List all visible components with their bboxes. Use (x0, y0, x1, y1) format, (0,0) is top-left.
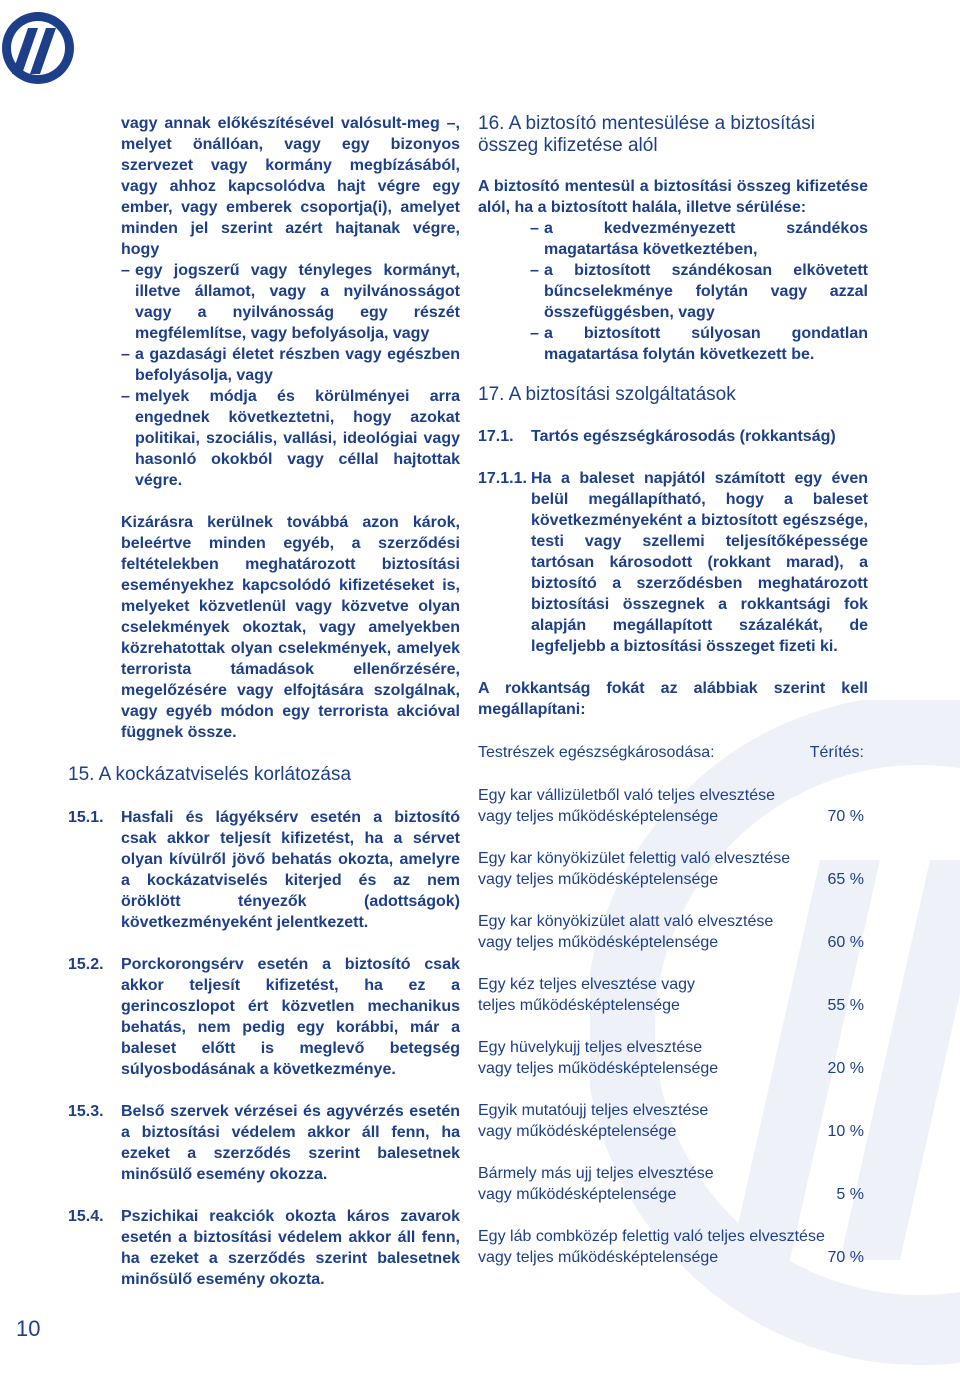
item-number: 17.1. (478, 428, 514, 445)
row-percent: 65 % (827, 871, 864, 888)
item-text: Belső szervek vérzései és agyvérzés esetén a biztosítási védelem akkor áll fenn, ha ezeket a szerződés szerint balesetnek minősülő esemény okozza. (121, 1103, 460, 1183)
row-percent: 5 % (836, 1186, 864, 1203)
row-percent: 10 % (827, 1123, 864, 1140)
item-number: 15.1. (68, 809, 104, 826)
dash-item: – a gazdasági életet részben vagy egészben befolyásolja, vagy (121, 344, 460, 386)
dash-list (68, 260, 460, 491)
row-percent: 55 % (827, 997, 864, 1014)
row-line: vagy működésképtelensége (478, 1186, 677, 1203)
row-line: Bármely más ujj teljes elvesztése (478, 1165, 714, 1182)
subsection-17-1 (478, 426, 868, 447)
row-percent: 70 % (827, 1249, 864, 1266)
section-17-heading: 17. A biztosítási szolgáltatások (478, 384, 736, 405)
disability-intro: A rokkantság fokát az alábbiak szerint kell megállapítani: (478, 680, 868, 718)
row-line: Egy láb combközép felettig való teljes elvesztése (478, 1228, 825, 1245)
dash-item: – a biztosított súlyosan gondatlan magatartása folytán következett be. (530, 323, 868, 365)
list-item (68, 1101, 460, 1185)
table-row (478, 974, 868, 1016)
table-row (478, 1163, 868, 1205)
row-line: Egy kar könyökizület felettig való elvesztése (478, 850, 791, 867)
row-line: Egyik mutatóujj teljes elvesztése (478, 1102, 709, 1119)
item-number: 15.3. (68, 1103, 104, 1120)
row-line: vagy működésképtelensége (478, 1123, 677, 1140)
table-row (478, 1226, 868, 1268)
table-row (478, 1037, 868, 1079)
row-line: teljes működésképtelensége (478, 997, 680, 1014)
item-number: 15.4. (68, 1208, 104, 1225)
row-line: Egy kar vállizületből való teljes elvesztése (478, 787, 776, 804)
section-15-heading: 15. A kockázatviselés korlátozása (68, 764, 352, 785)
row-line: Egy kar könyökizület alatt való elvesztése (478, 913, 774, 930)
row-line: Egy hüvelykujj teljes elvesztése (478, 1039, 703, 1056)
section-16-heading: 16. A biztosító mentesülése a biztosítási összeg kifizetése alól (478, 113, 815, 156)
subsection-title: Tartós egészségkárosodás (rokkantság) (531, 428, 836, 445)
exclusion-paragraph: Kizárásra kerülnek továbbá azon károk, beleértve minden egyéb, a szerződési feltételekben meghatározott biztosítási eseményekhez kapcsolódó kifizetéseket is, melyeket közvetlenül vagy közvetve olyan cselekmények okoztak, vagy amelyekben közrehatottak olyan cselekmények, amelyek terrorista támadások ellenőrzésére, megelőzésére vagy elfojtására szolgálnak, vagy egyéb módon egy terrorista akcióval függnek össze. (121, 514, 460, 741)
row-line: vagy teljes működésképtelensége (478, 1249, 719, 1266)
dash-item: – melyek módja és körülményei arra engednek következtetni, hogy azokat politikai, szociális, vallási, ideológiai vagy hasonló okokból vagy céllal hajtottak végre. (121, 386, 460, 491)
disability-table (478, 785, 868, 1268)
table-row (478, 848, 868, 890)
row-percent: 20 % (827, 1060, 864, 1077)
item-text: Hasfali és lágyéksérv esetén a biztosító csak akkor teljesít kifizetést, ha a sérvet olyan kívülről jövő behatás okozta, amelyre a kockázatviselés kiterjed és az nem öröklött tényezők (adottságok) következményeként jelentkezett. (121, 809, 460, 931)
table-header-right: Térítés: (809, 744, 864, 761)
row-percent: 70 % (827, 808, 864, 825)
dash-list (478, 218, 868, 365)
table-header (478, 742, 868, 763)
right-column (478, 113, 868, 1268)
dash-item: – a biztosított szándékosan elkövetett bűncselekménye folytán vagy azzal összefüggésben, vagy (530, 260, 868, 323)
item-text: Porckorongsérv esetén a biztosító csak akkor teljesít kifizetést, ha ez a gerincoszlopot ért közvetlen mechanikus behatás, nem pedig egy korábbi, már a baleset előtt is meglevő betegség súlyosbodásának a következménye. (121, 956, 460, 1078)
intro-paragraph: vagy annak előkészítésével valósult-meg –, melyet önállóan, vagy egy bizonyos szervezet vagy kormány megbízásából, vagy ahhoz kapcsolódva hajt végre egy ember, vagy emberek csoportja(i), amelyet minden jel szerint azért hajtanak végre, hogy (121, 115, 460, 258)
left-column (68, 113, 460, 1290)
row-line: vagy teljes működésképtelensége (478, 1060, 719, 1077)
list-item (478, 468, 868, 657)
table-row (478, 785, 868, 827)
row-line: vagy teljes működésképtelensége (478, 871, 719, 888)
page-number: 10 (16, 1316, 41, 1341)
insurer-logo-icon (0, 4, 78, 92)
item-text: Ha a baleset napjától számított egy éven belül megállapítható, hogy a baleset következményeként a biztosított egészsége, testi vagy szellemi teljesítőképessége tartósan károsodott (rokkant marad), a biztosító a szerződésben meghatározott biztosítási összegnek a rokkantsági fok alapján megállapított százalékát, de legfeljebb a biztosítási összeget fizeti ki. (531, 470, 868, 655)
item-number: 15.2. (68, 956, 104, 973)
item-text: Pszichikai reakciók okozta káros zavarok esetén a biztosítási védelem akkor áll fenn, ha ezeket a szerződés szerint balesetnek minősülő esemény okozta. (121, 1208, 460, 1288)
list-item (68, 954, 460, 1080)
row-line: vagy teljes működésképtelensége (478, 808, 719, 825)
row-line: vagy teljes működésképtelensége (478, 934, 719, 951)
list-item (68, 1206, 460, 1290)
row-percent: 60 % (827, 934, 864, 951)
list-item (68, 807, 460, 933)
table-row (478, 1100, 868, 1142)
row-line: Egy kéz teljes elvesztése vagy (478, 976, 695, 993)
section-16-paragraph: A biztosító mentesül a biztosítási összeg kifizetése alól, ha a biztosított halála, illetve sérülése: (478, 178, 868, 216)
dash-item: – a kedvezményezett szándékos magatartása következtében, (530, 218, 868, 260)
table-row (478, 911, 868, 953)
item-number: 17.1.1. (478, 470, 527, 487)
dash-item: – egy jogszerű vagy tényleges kormányt, illetve államot, vagy a nyilvánosságot vagy a nyilvánosság egy részét megfélemlítse, vagy befolyásolja, vagy (121, 260, 460, 344)
table-header-left: Testrészek egészségkárosodása: (478, 744, 715, 761)
